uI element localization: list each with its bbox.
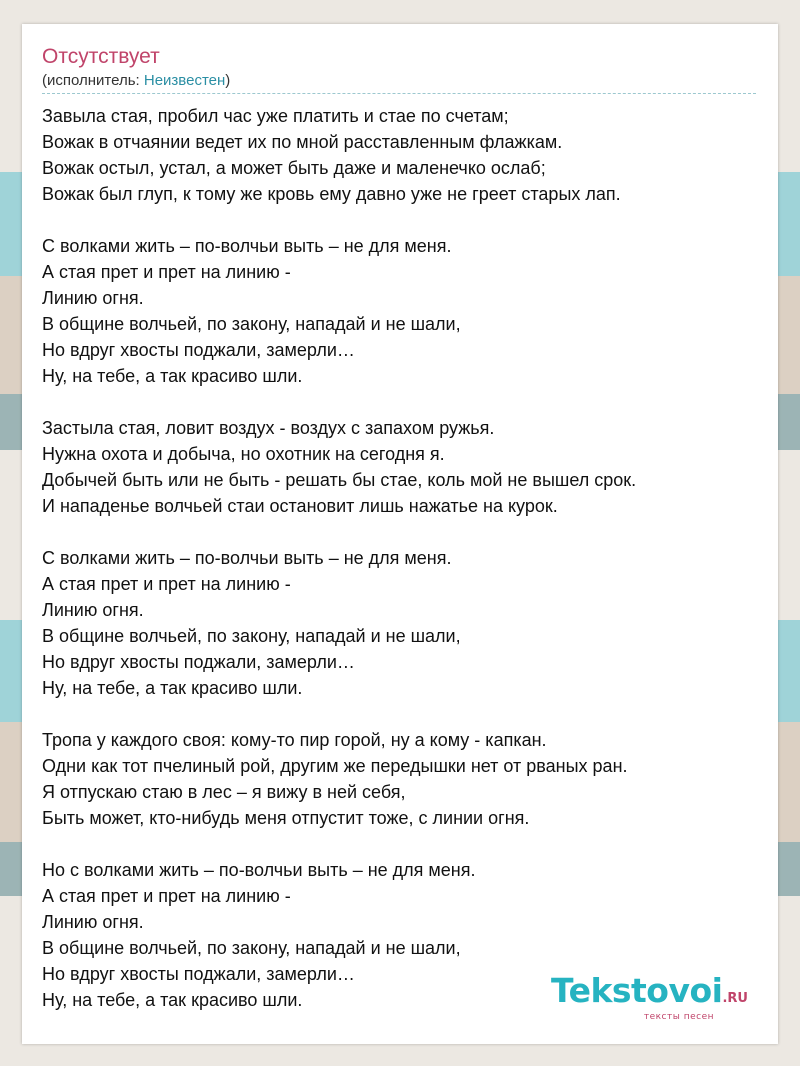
logo-wordmark [550, 971, 748, 1016]
logo-name: Tekstovoi [550, 971, 723, 1010]
logo-tagline: тексты песен [643, 1012, 714, 1022]
logo-tld: .RU [722, 991, 748, 1006]
lyrics-card [22, 24, 778, 1044]
song-title: Отсутствует [42, 45, 160, 68]
performer-prefix: (исполнитель: [42, 72, 144, 89]
performer-suffix: ) [225, 72, 231, 89]
lyrics-text: Завыла стая, пробил час уже платить и стае по счетам; Вожак в отчаянии ведет их по мной расставленным флажкам. Вожак остыл, устал, а может быть даже и маленечко ослаб; Вожак был глуп, к тому же кровь ему давно уже не греет старых лап. С волками жить – по-волчьи выть – не для меня. А стая прет и прет на линию - Линию огня. В общине волчьей, по закону, нападай и не шали, Но вдруг хвосты поджали, замерли… Ну, на тебе, а так красиво шли. Застыла стая, ловит воздух - воздух с запахом ружья. Нужна охота и добыча, но охотник на сегодня я. Добычей быть или не быть - решать бы стае, коль мой не вышел срок. И нападенье волчьей стаи остановит лишь нажатье на курок. С волками жить – по-волчьи выть – не для меня. А стая прет и прет на линию - Линию огня. В общине волчьей, по закону, нападай и не шали, Но вдруг хвосты поджали, замерли… Ну, на тебе, а так красиво шли. Тропа у каждого своя: кому-то пир горой, ну а кому - капкан. Одни как тот пчелиный рой, другим же передышки нет от рваных ран. Я отпускаю стаю в лес – я вижу в ней себя, Быть может, кто-нибудь меня отпустит тоже, с линии огня. Но с волками жить – по-волчьи выть – не для меня. А стая прет и прет на линию - Линию огня. В общине волчьей, по закону, нападай и не шали, Но вдруг хвосты поджали, замерли… Ну, на тебе, а так красиво шли. [42, 106, 637, 1010]
dashed-divider [42, 93, 756, 94]
site-logo[interactable] [550, 971, 748, 1022]
performer-link[interactable]: Неизвестен [143, 72, 226, 89]
performer-line [42, 72, 230, 90]
